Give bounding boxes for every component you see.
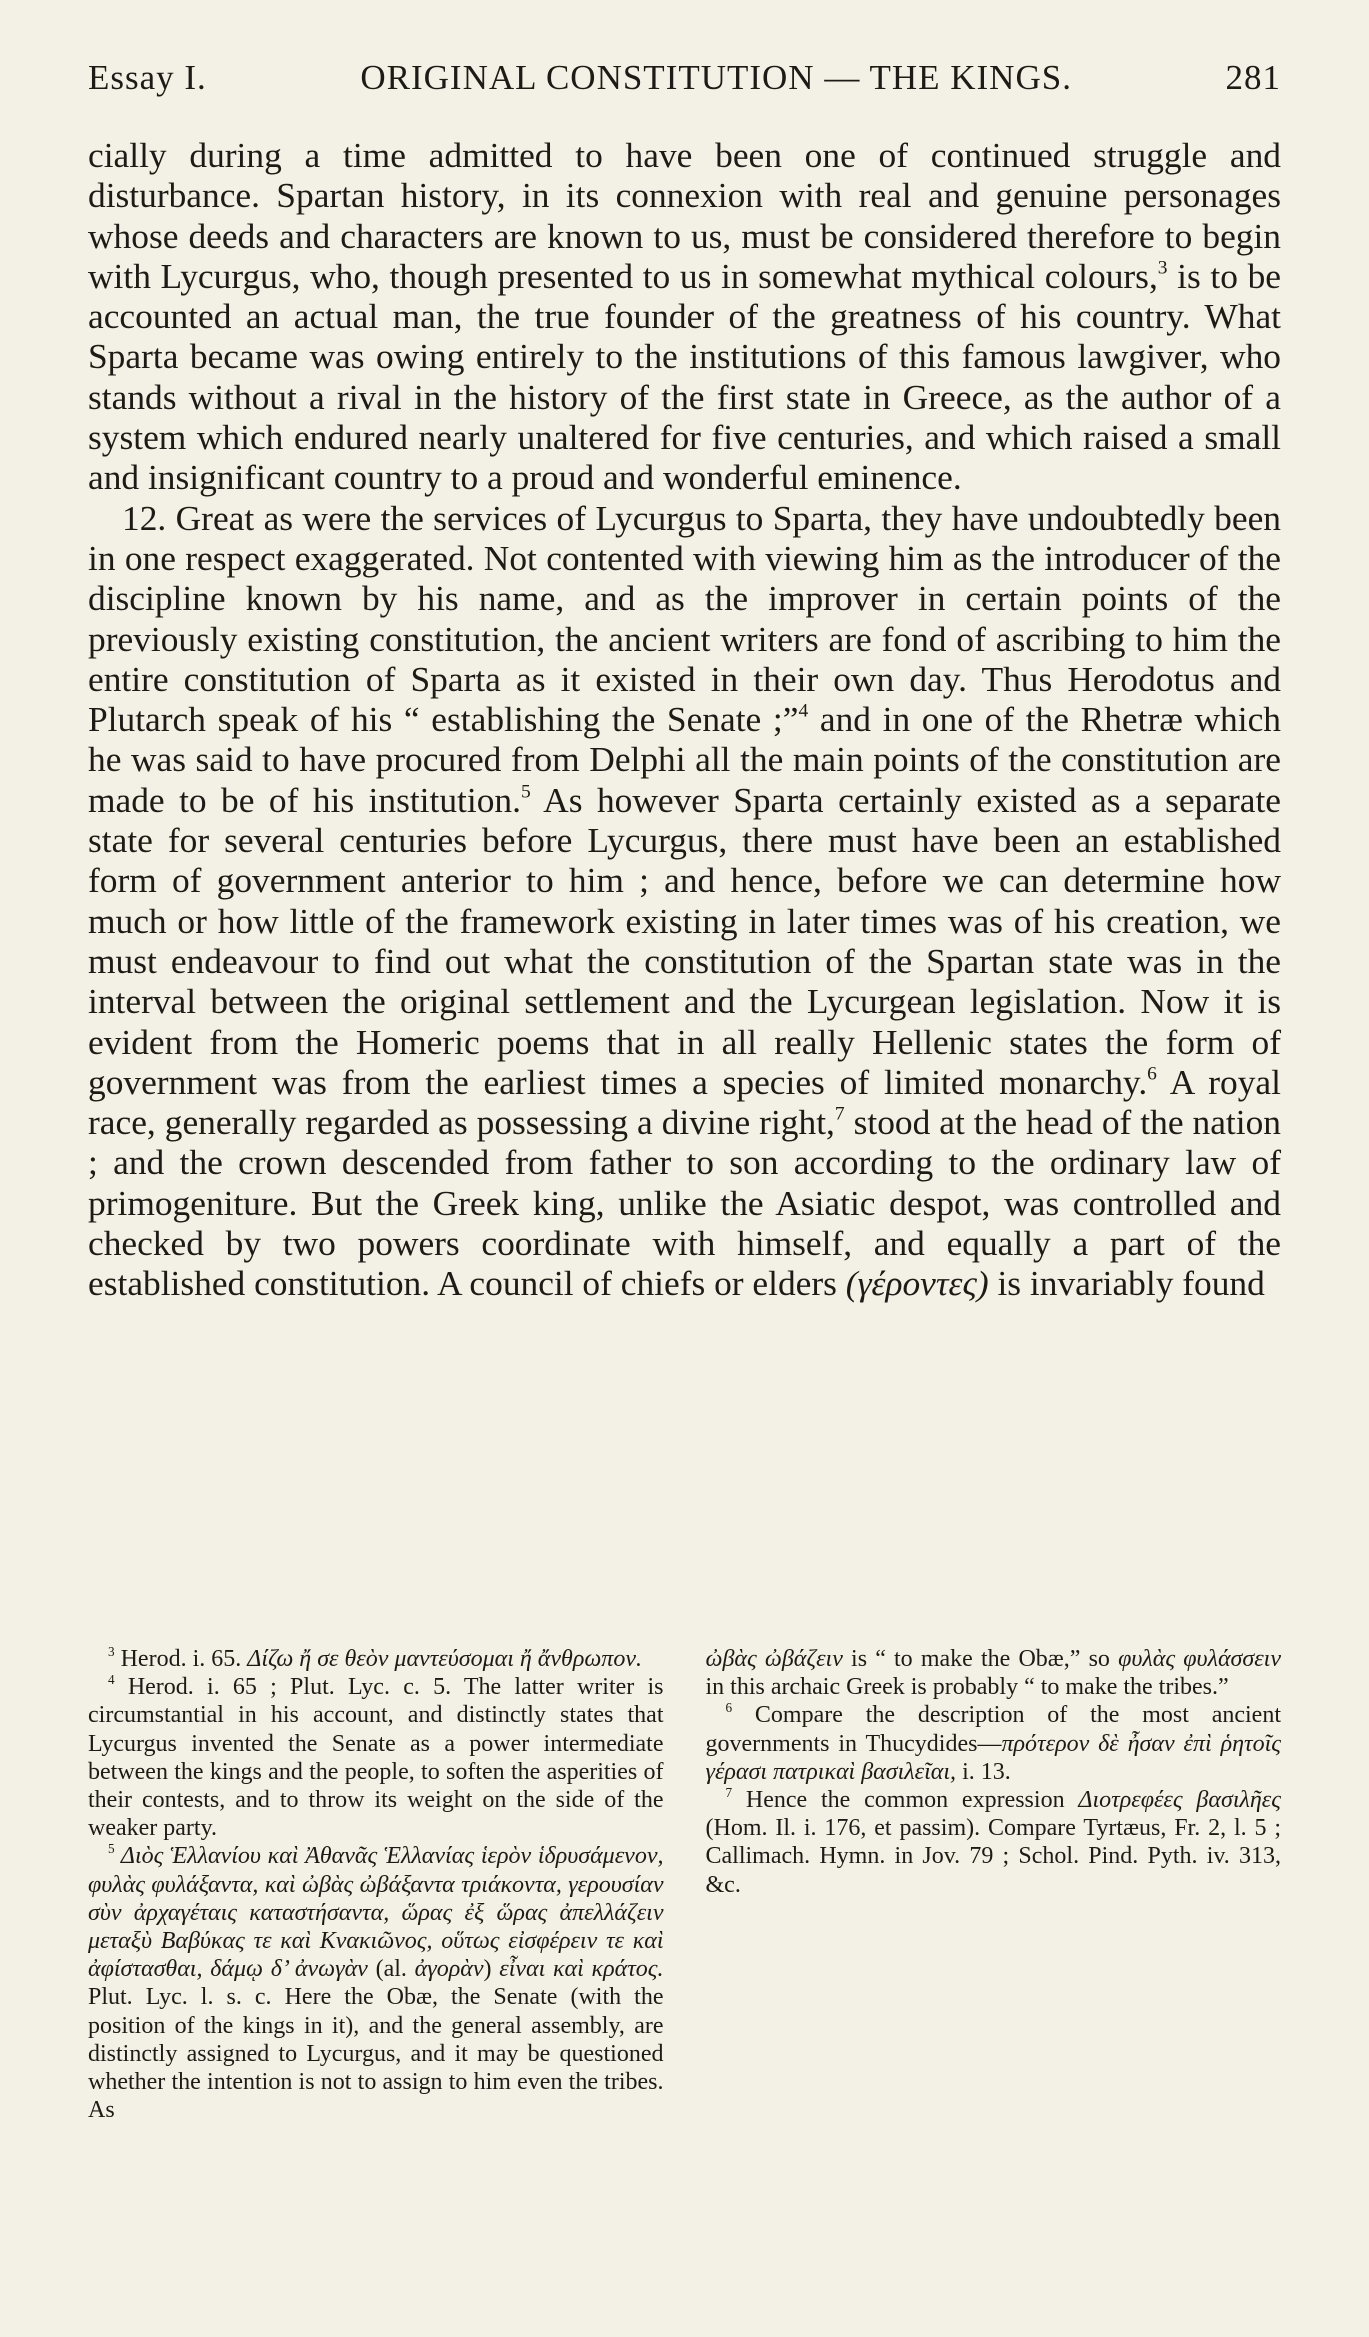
text-run: is invariably found (988, 1263, 1265, 1304)
footnote-number: 4 (108, 1672, 115, 1688)
greek-quote: πρότερον δὲ ἦσαν ἐπὶ ῥητοῖς γέρασι πατρικαὶ βασιλεῖαι, (705, 1730, 1282, 1785)
text-run: Herod. i. 65 ; Plut. Lyc. c. 5. The latter writer is circumstantial in his account, and distinctly states that Lycurgus invented the Senate as a power intermediate between the kings and the people, to soften the asperities of their contests, and to throw its weight on the side of the weaker party. (88, 1674, 664, 1842)
running-head (88, 58, 1281, 98)
footnote-ref-3: 3 (1157, 257, 1168, 279)
footnote-5 (88, 1842, 664, 2124)
footnote-column-left (88, 1645, 664, 2124)
footnote-number: 3 (108, 1644, 115, 1660)
text-run: in this archaic Greek is probably “ to make the tribes.” (705, 1674, 1229, 1701)
footnote-3 (88, 1645, 664, 1673)
footnote-number: 7 (725, 1785, 733, 1801)
footnote-ref-6: 6 (1147, 1063, 1157, 1085)
running-head-essay: Essay I. (88, 58, 207, 97)
text-run: is “ to make the Obæ,” so (842, 1646, 1119, 1672)
footnote-5-continued (706, 1645, 1282, 1701)
footnote-7 (706, 1786, 1282, 1899)
greek-quote: Διὸς Ἑλλανίου καὶ Ἀθανᾶς Ἑλλανίας ἱερὸν ἱδρυσάμενον, φυλὰς φυλάξαντα, καὶ ὠβὰς ὠβάξαντα τριάκοντα, γερουσίαν σὺν ἀρχαγέταις καταστήσαντα, ὥρας ἐξ ὥρας ἀπελλάζειν μεταξὺ Βαβύκας τε καὶ Κνακιῶνος, οὕτως εἰσφέρειν τε καὶ ἀφίστασθαι, δάμῳ δ’ ἀνωγὰν (88, 1843, 664, 1983)
text-run: is to be accounted an actual man, the true founder of the greatness of his country. What Sparta became was owing entirely to the institutions of this famous lawgiver, who stands without a rival in the history of the first state in Greece, as the author of a system which endured nearly unaltered for five centuries, and which raised a small and insignificant country to a proud and wonderful eminence. (88, 255, 1281, 498)
text-run: Hence the common expression (732, 1787, 1079, 1814)
text-run: As however Sparta certainly existed as a separate state for several centuries before Lycurgus, there must have been an established form of government anterior to him ; and hence, before we can determine how much or how little of the framework existing in later times was of his creation, we must endeavour to find out what the constitution of the Spartan state was in the interval between the original settlement and the Lycurgean legislation. Now it is evident from the Homeric poems that in all really Hellenic states the form of government was from the earliest times a species of limited monarchy. (88, 779, 1281, 1102)
greek-quote: Δίζω ἤ σε θεὸν μαντεύσομαι ἤ ἄνθρωπον. (247, 1646, 642, 1672)
footnote-column-right (706, 1645, 1282, 2124)
text-run: Plut. Lyc. l. s. c. Here the Obæ, the Senate (with the position of the kings in it), and the general assembly, are distinctly assigned to Lycurgus, and it may be questioned whether the intention is not to assign to him even the tribes. As (88, 1984, 664, 2124)
footnote-ref-4: 4 (798, 700, 809, 722)
greek-term: εἶναι καὶ κράτος. (499, 1956, 664, 1983)
footnote-ref-5: 5 (520, 781, 531, 803)
text-run: Herod. i. 65. (114, 1646, 248, 1672)
greek-term: (γέροντες) (845, 1263, 989, 1304)
text-run: (Hom. Il. i. 176, et passim). Compare Tyrtæus, Fr. 2, l. 5 ; Callimach. Hymn. in Jov. 79 ; Schol. Pind. Pyth. iv. 313, &c. (705, 1815, 1281, 1898)
text-run: 12. Great as were the services of Lycurgus to Sparta, they have undoubtedly been in one respect exaggerated. Not contented with viewing him as the introducer of the discipline known by his name, and as the improver in certain points of the previously existing constitution, the ancient writers are fond of ascribing to him the entire constitution of Sparta as it existed in their own day. Thus Herodotus and Plutarch speak of his “ establishing the Senate ;” (88, 497, 1281, 740)
page-number: 281 (1225, 58, 1281, 97)
footnote-number: 6 (725, 1700, 733, 1716)
paragraph-continued (88, 135, 1281, 498)
greek-term: ἀγορὰν (414, 1956, 484, 1983)
footnote-6 (706, 1701, 1282, 1786)
text-run: ) (483, 1956, 500, 1983)
running-head-title: ORIGINAL CONSTITUTION — THE KINGS. (360, 58, 1072, 97)
footnote-number: 5 (108, 1841, 115, 1857)
main-text (88, 135, 1281, 1304)
text-run: Compare the description of the most ancient governments in Thucydides— (705, 1702, 1281, 1757)
greek-term: φυλὰς φυλάσσειν (1118, 1646, 1282, 1672)
footnote-4 (88, 1673, 664, 1842)
text-run: (al. (367, 1956, 415, 1983)
footnotes (88, 1645, 1281, 2124)
text-run: i. 13. (956, 1758, 1011, 1785)
text-run: A royal race, generally regarded as possessing a divine right, (88, 1061, 1281, 1143)
greek-term: Διοτρεφέες βασιλῆες (1078, 1787, 1281, 1814)
text-run: stood at the head of the nation ; and the crown descended from father to son according to the ordinary law of primogeniture. But the Greek king, unlike the Asiatic despot, was controlled and checked by two powers coordinate with himself, and equally a part of the established constitution. A council of chiefs or elders (88, 1102, 1281, 1304)
paragraph-12 (88, 498, 1281, 1304)
greek-term: ὠβὰς ὠβάζειν (705, 1646, 843, 1672)
text-run: and in one of the Rhetræ which he was said to have procured from Delphi all the main points of the constitution are made to be of his institution. (88, 699, 1281, 820)
text-run: cially during a time admitted to have been one of continued struggle and disturbance. Spartan history, in its connexion with real and genuine personages whose deeds and characters are known to us, must be considered therefore to begin with Lycurgus, who, though presented to us in somewhat mythical colours, (88, 135, 1281, 296)
footnote-ref-7: 7 (834, 1103, 845, 1125)
